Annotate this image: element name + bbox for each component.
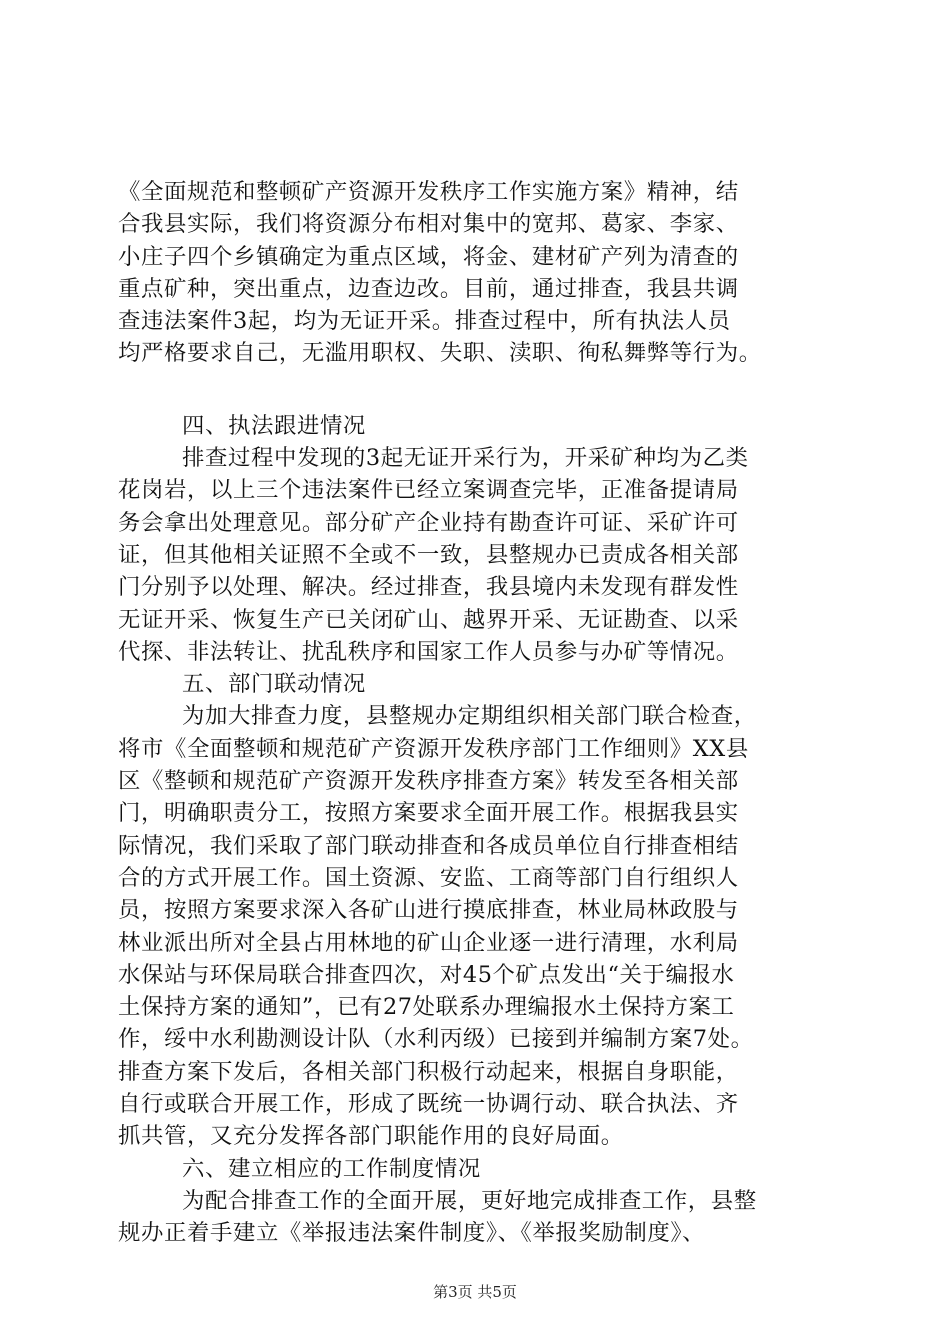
text-line: 无证开采、恢复生产已关闭矿山、越界开采、无证勘查、以采: [118, 606, 739, 633]
text-line: 水保站与环保局联合排查四次，对45个矿点发出“关于编报水: [118, 961, 735, 988]
text-line: 将市《全面整顿和规范矿产资源开发秩序部门工作细则》XX县: [118, 735, 749, 762]
text-line: 际情况，我们采取了部门联动排查和各成员单位自行排查相结: [118, 832, 739, 859]
text-line: 代探、非法转让、扰乱秩序和国家工作人员参与办矿等情况。: [118, 638, 739, 665]
text-line: 门，明确职责分工，按照方案要求全面开展工作。根据我县实: [118, 800, 739, 827]
text-line: 重点矿种，突出重点，边查边改。目前，通过排查，我县共调: [118, 275, 739, 302]
text-line: 花岗岩，以上三个违法案件已经立案调查完毕，正准备提请局: [118, 477, 739, 504]
text-line: 务会拿出处理意见。部分矿产企业持有勘查许可证、采矿许可: [118, 509, 739, 536]
paragraph-gap: [118, 370, 830, 410]
text-line: 规办正着手建立《举报违法案件制度》、《举报奖励制度》、: [118, 1220, 706, 1247]
text-line: 自行或联合开展工作，形成了既统一协调行动、联合执法、齐: [118, 1091, 739, 1118]
text-line: 小庄子四个乡镇确定为重点区域，将金、建材矿产列为清查的: [118, 243, 739, 270]
text-line: 为加大排查力度，县整规办定期组织相关部门联合检查，: [182, 703, 757, 730]
text-line: 作，绥中水利勘测设计队（水利丙级）已接到并编制方案7处。: [118, 1026, 754, 1053]
text-line: 排查方案下发后，各相关部门积极行动起来，根据自身职能，: [118, 1058, 739, 1085]
text-line: 林业派出所对全县占用林地的矿山企业逐一进行清理，水利局: [118, 929, 739, 956]
text-line: 《全面规范和整顿矿产资源开发秩序工作实施方案》精神，结: [118, 179, 739, 205]
section-heading-work-system: 六、建立相应的工作制度情况: [182, 1155, 481, 1182]
document-body: [118, 176, 830, 1250]
text-line: 抓共管，又充分发挥各部门职能作用的良好局面。: [118, 1123, 624, 1150]
text-line: 员，按照方案要求深入各矿山进行摸底排查，林业局林政股与: [118, 897, 739, 924]
text-line: 为配合排查工作的全面开展，更好地完成排查工作，县整: [182, 1187, 757, 1214]
text-line: 排查过程中发现的3起无证开采行为，开采矿种均为乙类: [182, 445, 749, 472]
page-number-footer: 第3页 共5页: [433, 1283, 517, 1301]
text-line: 合的方式开展工作。国土资源、安监、工商等部门自行组织人: [118, 864, 739, 891]
text-line: 均严格要求自己，无滥用职权、失职、渎职、徇私舞弊等行为。: [118, 340, 762, 367]
text-line: 门分别予以处理、解决。经过排查，我县境内未发现有群发性: [118, 574, 739, 601]
text-line: 土保持方案的通知”，已有27处联系办理编报水土保持方案工: [118, 994, 735, 1021]
text-line: 区《整顿和规范矿产资源开发秩序排查方案》转发至各相关部: [118, 768, 739, 795]
section-heading-department-linkage: 五、部门联动情况: [182, 671, 366, 698]
section-heading-enforcement-followup: 四、执法跟进情况: [182, 412, 366, 439]
text-line: 查违法案件3起，均为无证开采。排查过程中，所有执法人员: [118, 308, 731, 335]
text-line: 合我县实际，我们将资源分布相对集中的宽邦、葛家、李家、: [118, 211, 739, 238]
text-line: 证，但其他相关证照不全或不一致，县整规办已责成各相关部: [118, 541, 739, 568]
